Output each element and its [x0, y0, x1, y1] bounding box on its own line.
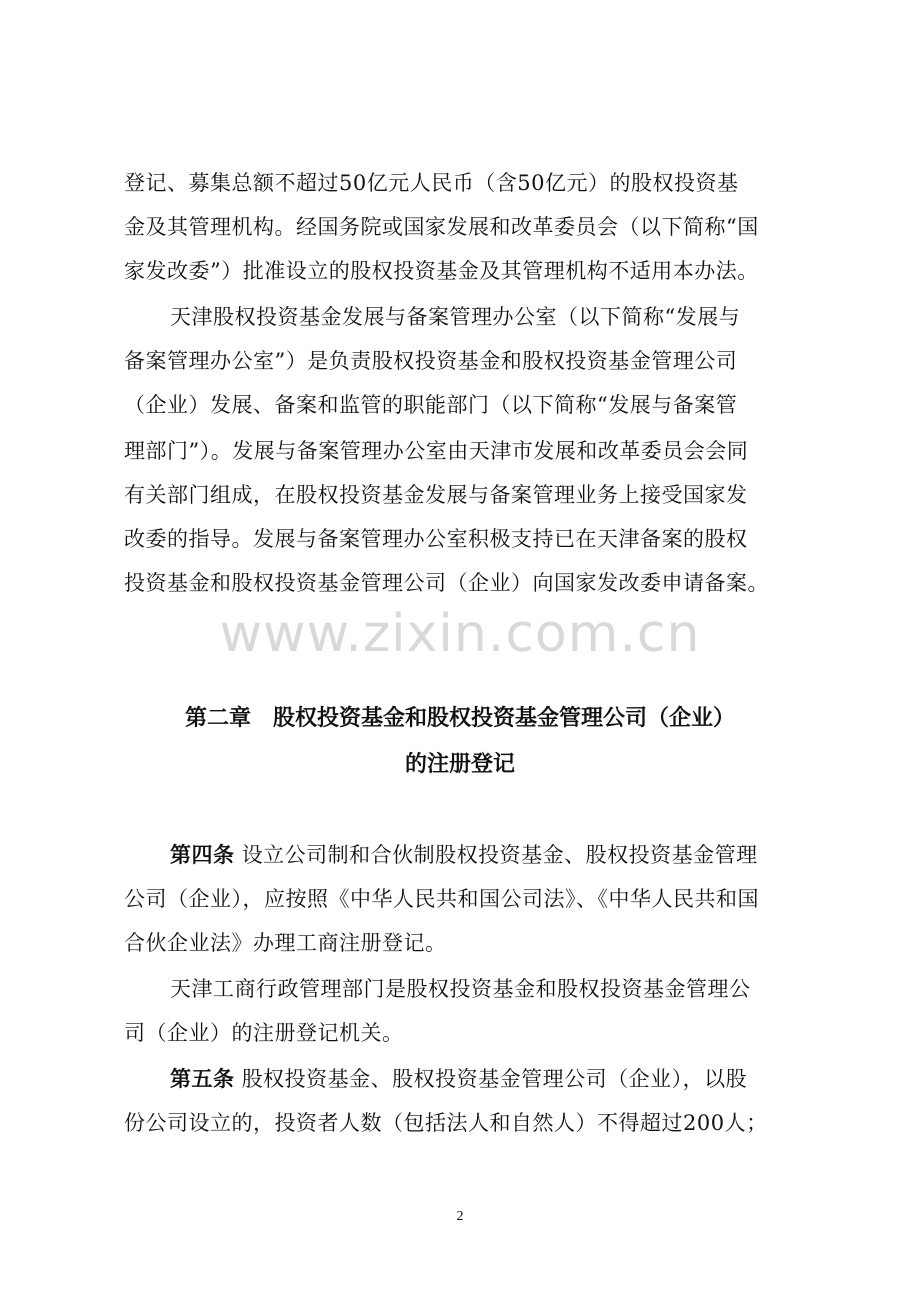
article-4-line-2: 公司（企业），应按照《中华人民共和国公司法》、《中华人民共和国 [124, 887, 759, 911]
paragraph-1-line-2: 金及其管理机构。经国务院或国家发展和改革委员会（以下简称“国 [124, 215, 759, 239]
paragraph-2-line-5: 有关部门组成，在股权投资基金发展与备案管理业务上接受国家发 [124, 483, 748, 507]
article-5-line-1 [170, 1064, 747, 1094]
paragraph-2-line-6: 改委的指导。发展与备案管理办公室积极支持已在天津备案的股权 [124, 527, 748, 551]
paragraph-3-line-1: 天津工商行政管理部门是股权投资基金和股权投资基金管理公 [170, 977, 751, 1001]
article-5-text-1: 股权投资基金、股权投资基金管理公司（企业），以股 [241, 1067, 748, 1091]
paragraph-2-line-3: （企业）发展、备案和监管的职能部门（以下简称“发展与备案管 [124, 393, 738, 417]
article-4-text-1: 设立公司制和合伙制股权投资基金、股权投资基金管理 [241, 843, 758, 867]
chapter-title-line-2: 的注册登记 [404, 752, 515, 777]
article-5-label: 第五条 [170, 1067, 235, 1091]
paragraph-2-line-4: 理部门”）。发展与备案管理办公室由天津市发展和改革委员会会同 [124, 439, 749, 463]
paragraph-2-line-1: 天津股权投资基金发展与备案管理办公室（以下简称“发展与 [170, 305, 741, 329]
article-4-label: 第四条 [170, 843, 235, 867]
watermark-text: www.zixin.com.cn [219, 604, 701, 664]
paragraph-1-line-1: 登记、募集总额不超过50亿元人民币（含50亿元）的股权投资基 [124, 171, 739, 195]
paragraph-2-line-2: 备案管理办公室”）是负责股权投资基金和股权投资基金管理公司 [124, 349, 738, 373]
paragraph-1-line-3: 家发改委”）批准设立的股权投资基金及其管理机构不适用本办法。 [124, 259, 759, 283]
article-4-line-1 [170, 840, 758, 870]
article-4-line-3: 合伙企业法》办理工商注册登记。 [124, 931, 447, 955]
page-number: 2 [456, 1209, 464, 1224]
paragraph-3-line-2: 司（企业）的注册登记机关。 [124, 1021, 404, 1045]
article-5-line-2: 份公司设立的，投资者人数（包括法人和自然人）不得超过200人； [124, 1111, 768, 1135]
paragraph-2-line-7: 投资基金和股权投资基金管理公司（企业）向国家发改委申请备案。 [124, 571, 769, 595]
chapter-title-line-1: 第二章 股权投资基金和股权投资基金管理公司（企业） [184, 706, 735, 731]
